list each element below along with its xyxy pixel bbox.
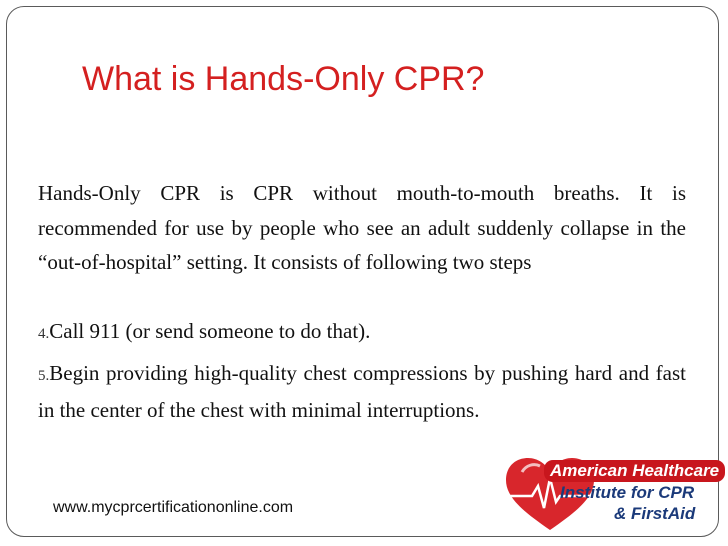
website-url: www.mycprcertificationonline.com xyxy=(53,499,294,516)
step-number: 5. xyxy=(38,367,50,384)
logo-line-3: & FirstAid xyxy=(614,504,696,523)
step-text: Begin providing high-quality chest compressions by pushing hard and fast in the center of the chest with minimal interruptions. xyxy=(38,360,686,422)
organization-logo xyxy=(502,456,720,532)
logo-line-2: Institute for CPR xyxy=(560,483,695,502)
intro-paragraph: Hands-Only CPR is CPR without mouth-to-mouth breaths. It is recommended for use by people who see an adult suddenly collapse in the “out-of-hospital” setting. It consists of following two steps xyxy=(38,181,686,274)
steps-list xyxy=(38,314,686,432)
slide-title: What is Hands-Only CPR? xyxy=(82,60,485,98)
step-number: 4. xyxy=(38,326,50,342)
logo-line-1: American Healthcare xyxy=(544,460,725,482)
step-item xyxy=(38,356,686,428)
step-item xyxy=(38,314,686,352)
step-text: Call 911 (or send someone to do that). xyxy=(49,319,371,343)
